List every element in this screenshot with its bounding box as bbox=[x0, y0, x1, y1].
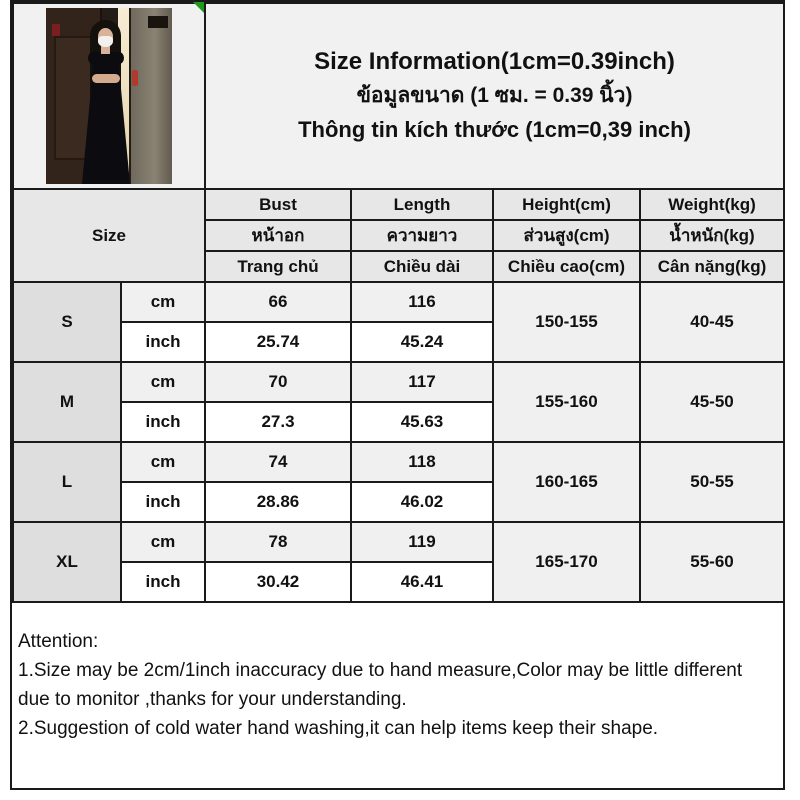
col-header-weight-en: Weight(kg) bbox=[640, 189, 784, 220]
xl-length-cm: 119 bbox=[351, 522, 493, 562]
m-bust-cm: 70 bbox=[205, 362, 351, 402]
xl-bust-inch: 30.42 bbox=[205, 562, 351, 602]
unit-inch-label: inch bbox=[121, 482, 205, 522]
unit-inch-label: inch bbox=[121, 402, 205, 442]
unit-cm-label: cm bbox=[121, 442, 205, 482]
unit-cm-label: cm bbox=[121, 282, 205, 322]
s-length-cm: 116 bbox=[351, 282, 493, 322]
size-l-label: L bbox=[13, 442, 121, 522]
col-header-height-vi: Chiều cao(cm) bbox=[493, 251, 640, 282]
s-bust-cm: 66 bbox=[205, 282, 351, 322]
l-length-cm: 118 bbox=[351, 442, 493, 482]
size-xl-label: XL bbox=[13, 522, 121, 602]
attention-note bbox=[12, 625, 783, 788]
unit-cm-label: cm bbox=[121, 362, 205, 402]
m-length-cm: 117 bbox=[351, 362, 493, 402]
m-weight-range: 45-50 bbox=[640, 362, 784, 442]
size-s-label: S bbox=[13, 282, 121, 362]
m-bust-inch: 27.3 bbox=[205, 402, 351, 442]
attention-line-2: 2.Suggestion of cold water hand washing,it can help items keep their shape. bbox=[18, 718, 659, 739]
col-header-height-th: ส่วนสูง(cm) bbox=[493, 220, 640, 251]
col-header-length-en: Length bbox=[351, 189, 493, 220]
m-length-inch: 45.63 bbox=[351, 402, 493, 442]
header-banner-row bbox=[13, 3, 784, 189]
col-header-weight-vi: Cân nặng(kg) bbox=[640, 251, 784, 282]
size-table bbox=[12, 2, 785, 603]
s-length-inch: 45.24 bbox=[351, 322, 493, 362]
s-weight-range: 40-45 bbox=[640, 282, 784, 362]
size-chart-sheet bbox=[10, 0, 785, 790]
l-length-inch: 46.02 bbox=[351, 482, 493, 522]
size-header-cell: Size bbox=[13, 189, 205, 282]
col-header-length-th: ความยาว bbox=[351, 220, 493, 251]
photo-elevator bbox=[129, 8, 172, 184]
table-row bbox=[13, 522, 784, 562]
l-bust-cm: 74 bbox=[205, 442, 351, 482]
column-header-row-en bbox=[13, 189, 784, 220]
s-height-range: 150-155 bbox=[493, 282, 640, 362]
photo-face-mask bbox=[98, 36, 113, 47]
product-photo bbox=[46, 8, 172, 184]
col-header-length-vi: Chiều dài bbox=[351, 251, 493, 282]
unit-inch-label: inch bbox=[121, 562, 205, 602]
l-height-range: 160-165 bbox=[493, 442, 640, 522]
col-header-bust-th: หน้าอก bbox=[205, 220, 351, 251]
s-bust-inch: 25.74 bbox=[205, 322, 351, 362]
l-bust-inch: 28.86 bbox=[205, 482, 351, 522]
col-header-bust-en: Bust bbox=[205, 189, 351, 220]
xl-height-range: 165-170 bbox=[493, 522, 640, 602]
table-row bbox=[13, 442, 784, 482]
table-row bbox=[13, 362, 784, 402]
title-cell bbox=[205, 3, 784, 189]
unit-cm-label: cm bbox=[121, 522, 205, 562]
size-m-label: M bbox=[13, 362, 121, 442]
m-height-range: 155-160 bbox=[493, 362, 640, 442]
unit-inch-label: inch bbox=[121, 322, 205, 362]
green-corner-marker-icon bbox=[193, 2, 204, 13]
title-thai: ข้อมูลขนาด (1 ซม. = 0.39 นิ้ว) bbox=[356, 84, 633, 107]
xl-weight-range: 55-60 bbox=[640, 522, 784, 602]
title-vietnamese: Thông tin kích thước (1cm=0,39 inch) bbox=[298, 117, 691, 142]
col-header-height-en: Height(cm) bbox=[493, 189, 640, 220]
attention-heading: Attention: bbox=[18, 631, 99, 652]
l-weight-range: 50-55 bbox=[640, 442, 784, 522]
col-header-bust-vi: Trang chủ bbox=[205, 251, 351, 282]
attention-line-1: 1.Size may be 2cm/1inch inaccuracy due to hand measure,Color may be little different due to monitor ,thanks for your understanding. bbox=[18, 660, 743, 710]
xl-length-inch: 46.41 bbox=[351, 562, 493, 602]
product-photo-cell bbox=[13, 3, 205, 189]
photo-model-arms bbox=[92, 74, 120, 83]
table-row bbox=[13, 282, 784, 322]
col-header-weight-th: น้ำหนัก(kg) bbox=[640, 220, 784, 251]
xl-bust-cm: 78 bbox=[205, 522, 351, 562]
title-english: Size Information(1cm=0.39inch) bbox=[314, 48, 675, 75]
